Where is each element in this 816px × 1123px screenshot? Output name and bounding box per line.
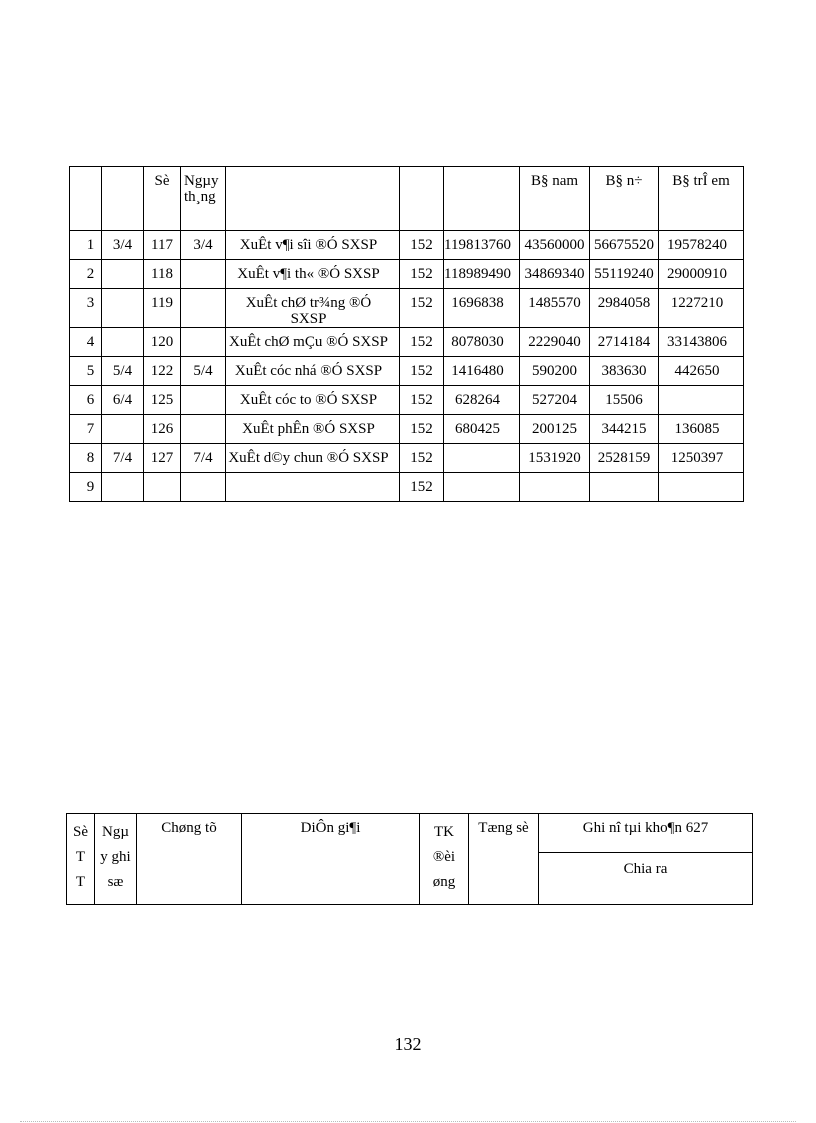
footer-divider (20, 1121, 796, 1122)
cell-desc (226, 473, 400, 502)
cell-stt: 9 (70, 473, 102, 502)
cell-desc: XuÊt phÊn ®Ó SXSP (226, 415, 400, 444)
cell-total: 680425 (444, 415, 520, 444)
header-cell-empty (102, 167, 144, 231)
table-row (70, 444, 744, 473)
cell-tk: 152 (400, 289, 444, 328)
table-row (70, 415, 744, 444)
cell-nam: 34869340 (520, 260, 590, 289)
cell-treem: 1250397 (659, 444, 744, 473)
header-stt-line: T (75, 874, 86, 890)
cell-nam: 1485570 (520, 289, 590, 328)
cell-ngay (181, 260, 226, 289)
table-row (70, 473, 744, 502)
header-ngay-line: sæ (107, 874, 124, 890)
cell-ngay (181, 415, 226, 444)
cell-so: 118 (144, 260, 181, 289)
cell-nu: 344215 (590, 415, 659, 444)
cell-nam: 590200 (520, 357, 590, 386)
cell-desc: XuÊt v¶i sîi ®Ó SXSP (226, 231, 400, 260)
cell-nu: 2714184 (590, 328, 659, 357)
cell-ngay (181, 386, 226, 415)
cell-so: 119 (144, 289, 181, 328)
cell-treem: 136085 (659, 415, 744, 444)
cell-nu: 383630 (590, 357, 659, 386)
header-bs-treem: B§ trÎ em (659, 167, 744, 231)
page-number: 132 (394, 1034, 422, 1054)
cell-total (444, 473, 520, 502)
cell-desc: XuÊt cóc to ®Ó SXSP (226, 386, 400, 415)
header-chia-ra: Chia ra (539, 853, 753, 905)
cell-desc: XuÊt d©y chun ®Ó SXSP (226, 444, 400, 473)
cell-stt: 5 (70, 357, 102, 386)
cell-date: 6/4 (102, 386, 144, 415)
table-row (70, 357, 744, 386)
cell-total: 1696838 (444, 289, 520, 328)
cell-total: 628264 (444, 386, 520, 415)
table-row (70, 289, 744, 328)
cell-nam: 43560000 (520, 231, 590, 260)
header-tk-line: øng (432, 874, 456, 890)
cell-total: 8078030 (444, 328, 520, 357)
header-so: Sè (144, 167, 181, 231)
cell-nam: 1531920 (520, 444, 590, 473)
cell-date (102, 289, 144, 328)
header-cell-empty (226, 167, 400, 231)
cell-treem (659, 473, 744, 502)
cell-date (102, 415, 144, 444)
header-bs-nam: B§ nam (520, 167, 590, 231)
table-row (70, 328, 744, 357)
cell-so: 117 (144, 231, 181, 260)
cell-treem (659, 386, 744, 415)
cell-so: 120 (144, 328, 181, 357)
cell-so (144, 473, 181, 502)
cell-so: 122 (144, 357, 181, 386)
cell-date: 7/4 (102, 444, 144, 473)
cell-total: 118989490 (444, 260, 520, 289)
cell-date (102, 473, 144, 502)
materials-issue-table (69, 166, 744, 502)
cell-desc: XuÊt v¶i th« ®Ó SXSP (226, 260, 400, 289)
header-tk-line: TK (434, 824, 454, 840)
cell-nam: 200125 (520, 415, 590, 444)
cell-date (102, 260, 144, 289)
cell-nam (520, 473, 590, 502)
cell-tk: 152 (400, 328, 444, 357)
cell-tk: 152 (400, 260, 444, 289)
cell-stt: 4 (70, 328, 102, 357)
cell-date (102, 328, 144, 357)
cell-ngay (181, 328, 226, 357)
cell-ngay: 5/4 (181, 357, 226, 386)
cell-ngay (181, 473, 226, 502)
header-stt-line: T (75, 849, 86, 865)
header-ngay-line: y ghi (100, 849, 131, 865)
header-stt (67, 814, 95, 905)
cell-nam: 527204 (520, 386, 590, 415)
header-dien-giai: DiÔn gi¶i (242, 814, 420, 905)
header-chung-tu: Chøng tõ (137, 814, 242, 905)
header-bs-nu: B§ n÷ (590, 167, 659, 231)
cell-ngay (181, 289, 226, 328)
cell-desc: XuÊt cóc nhá ®Ó SXSP (226, 357, 400, 386)
cell-total: 119813760 (444, 231, 520, 260)
cell-stt: 7 (70, 415, 102, 444)
cell-total (444, 444, 520, 473)
cell-desc: XuÊt chØ tr¾ng ®Ó SXSP (226, 289, 400, 328)
cell-so: 125 (144, 386, 181, 415)
cell-nam: 2229040 (520, 328, 590, 357)
cell-tk: 152 (400, 386, 444, 415)
cell-so: 126 (144, 415, 181, 444)
cell-tk: 152 (400, 357, 444, 386)
cell-treem: 19578240 (659, 231, 744, 260)
cell-total: 1416480 (444, 357, 520, 386)
cell-treem: 33143806 (659, 328, 744, 357)
header-tk-doi-ung (420, 814, 469, 905)
cell-treem: 1227210 (659, 289, 744, 328)
header-cell-empty (70, 167, 102, 231)
cell-nu: 15506 (590, 386, 659, 415)
cell-stt: 6 (70, 386, 102, 415)
header-ghi-no: Ghi nî tµi kho¶n 627 (539, 814, 753, 853)
cell-nu: 56675520 (590, 231, 659, 260)
table-row (70, 231, 744, 260)
cell-treem: 29000910 (659, 260, 744, 289)
header-tong-so: Tæng sè (469, 814, 539, 905)
header-stt-line: Sè (73, 824, 88, 840)
cell-tk: 152 (400, 444, 444, 473)
cell-nu: 2984058 (590, 289, 659, 328)
cell-desc: XuÊt chØ mÇu ®Ó SXSP (226, 328, 400, 357)
header-ngay: Ngµy th¸ng (181, 167, 226, 231)
cell-stt: 3 (70, 289, 102, 328)
header-ngay-line: Ngµ (102, 824, 129, 840)
header-cell-empty (444, 167, 520, 231)
cell-treem: 442650 (659, 357, 744, 386)
cell-tk: 152 (400, 415, 444, 444)
overhead-ledger-header-table (66, 813, 753, 905)
table-header-row (70, 167, 744, 231)
table-row (70, 260, 744, 289)
header-tk-line: ®èi (432, 849, 456, 865)
cell-date: 5/4 (102, 357, 144, 386)
header-cell-empty (400, 167, 444, 231)
cell-nu: 55119240 (590, 260, 659, 289)
cell-stt: 2 (70, 260, 102, 289)
cell-so: 127 (144, 444, 181, 473)
cell-tk: 152 (400, 473, 444, 502)
cell-nu (590, 473, 659, 502)
cell-ngay: 7/4 (181, 444, 226, 473)
table-row (70, 386, 744, 415)
cell-stt: 8 (70, 444, 102, 473)
cell-stt: 1 (70, 231, 102, 260)
cell-tk: 152 (400, 231, 444, 260)
cell-ngay: 3/4 (181, 231, 226, 260)
header-ngay-ghi-so (95, 814, 137, 905)
cell-nu: 2528159 (590, 444, 659, 473)
cell-date: 3/4 (102, 231, 144, 260)
